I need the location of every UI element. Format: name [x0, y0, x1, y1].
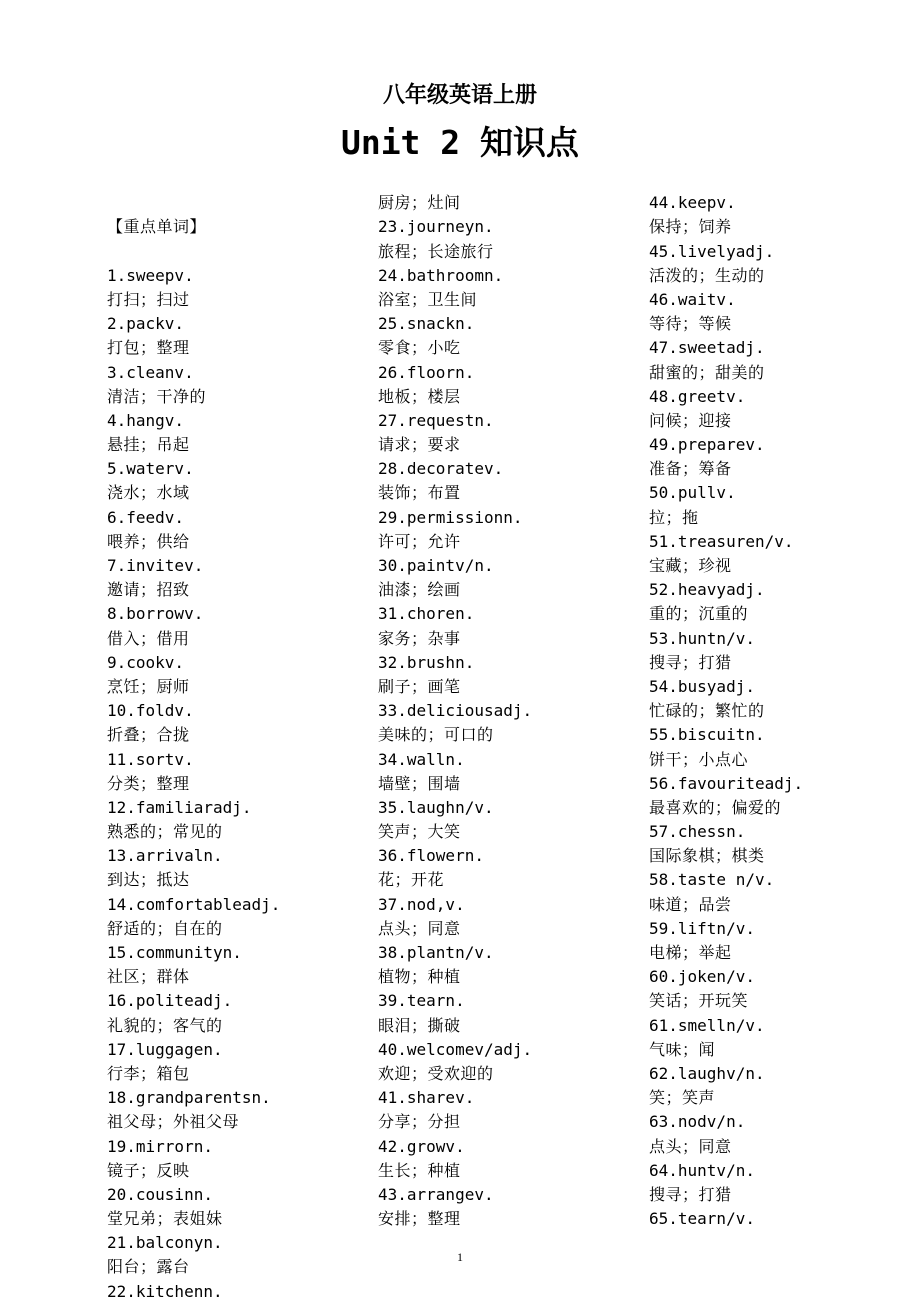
vocab-meaning: 打包；整理 [107, 338, 190, 358]
vocab-word: 47.sweetadj. [649, 338, 765, 358]
vocab-meaning: 重的；沉重的 [649, 604, 749, 624]
vocab-meaning: 折叠；合拢 [107, 725, 190, 745]
vocab-word: 46.waitv. [649, 289, 736, 309]
vocab-meaning: 点头；同意 [378, 918, 461, 938]
vocab-word: 52.heavyadj. [649, 580, 765, 600]
vocab-meaning: 悬挂；吊起 [107, 435, 190, 455]
vocab-meaning: 气味；闻 [649, 1039, 716, 1059]
vocab-word: 9.cookv. [107, 652, 185, 672]
vocab-word: 58.taste n/v. [649, 870, 775, 890]
vocab-meaning: 堂兄弟；表姐妹 [107, 1209, 223, 1229]
vocab-word: 60.joken/v. [649, 967, 755, 987]
vocab-word: 2.packv. [107, 314, 185, 334]
vocab-word: 6.feedv. [107, 507, 185, 527]
vocab-meaning: 浴室；卫生间 [378, 289, 478, 309]
vocab-meaning: 笑话；开玩笑 [649, 991, 749, 1011]
vocab-word: 48.greetv. [649, 386, 746, 406]
vocab-meaning: 电梯；举起 [649, 943, 732, 962]
vocab-meaning: 邀请；招致 [107, 580, 190, 600]
vocab-word: 5.waterv. [107, 459, 194, 479]
vocab-word: 35.laughn/v. [378, 797, 494, 817]
vocab-word: 1.sweepv. [107, 265, 194, 285]
vocab-word: 42.growv. [378, 1136, 465, 1156]
vocab-meaning: 搜寻；打猎 [649, 652, 732, 672]
vocab-word: 40.welcomev/adj. [378, 1039, 533, 1059]
vocab-word: 56.favouriteadj. [649, 773, 804, 793]
vocab-word: 64.huntv/n. [649, 1160, 755, 1180]
vocab-meaning: 油漆；绘画 [378, 580, 461, 600]
document-subtitle: 八年级英语上册 [382, 83, 537, 108]
vocab-meaning: 烹饪；厨师 [107, 676, 190, 696]
vocab-word: 37.nod,v. [378, 894, 465, 914]
vocab-word: 54.busyadj. [649, 676, 755, 696]
vocab-word: 55.biscuitn. [649, 725, 765, 745]
vocab-word: 13.arrivaln. [107, 846, 223, 866]
vocab-meaning: 舒适的；自在的 [107, 918, 223, 938]
vocab-word: 53.huntn/v. [649, 628, 755, 648]
vocab-column-3 [649, 191, 909, 1231]
vocab-meaning: 清洁；干净的 [107, 386, 207, 406]
vocab-meaning: 镜子；反映 [107, 1160, 190, 1180]
vocab-meaning: 生长；种植 [378, 1160, 461, 1180]
vocab-word: 28.decoratev. [378, 459, 504, 479]
vocab-word: 63.nodv/n. [649, 1112, 746, 1132]
vocab-column-1 [107, 167, 357, 1304]
vocab-meaning: 装饰；布置 [378, 483, 461, 503]
vocab-word: 29.permissionn. [378, 507, 523, 527]
vocab-meaning: 甜蜜的；甜美的 [649, 362, 765, 382]
vocab-meaning: 保持；饲养 [649, 217, 732, 237]
vocab-word: 24.bathroomn. [378, 265, 504, 285]
vocab-word: 22.kitchenn. [107, 1281, 223, 1301]
vocab-meaning: 拉；拖 [649, 507, 699, 527]
vocab-word: 38.plantn/v. [378, 943, 494, 962]
vocab-meaning: 家务；杂事 [378, 628, 461, 648]
vocab-meaning: 浇水；水域 [107, 483, 190, 503]
vocab-word: 39.tearn. [378, 991, 465, 1011]
vocab-meaning: 祖父母；外祖父母 [107, 1112, 240, 1132]
vocab-word: 41.sharev. [378, 1088, 475, 1108]
vocab-meaning: 问候；迎接 [649, 410, 732, 430]
vocab-word: 65.tearn/v. [649, 1209, 755, 1229]
vocab-word: 16.politeadj. [107, 991, 233, 1011]
vocab-meaning: 国际象棋；棋类 [649, 846, 765, 866]
vocab-word: 34.walln. [378, 749, 465, 769]
vocab-meaning: 欢迎；受欢迎的 [378, 1063, 494, 1083]
vocab-word: 51.treasuren/v. [649, 531, 794, 551]
vocab-word: 20.cousinn. [107, 1184, 213, 1204]
vocab-word: 10.foldv. [107, 701, 194, 721]
vocab-meaning: 搜寻；打猎 [649, 1184, 732, 1204]
vocab-word: 26.floorn. [378, 362, 475, 382]
vocab-word: 43.arrangev. [378, 1184, 494, 1204]
vocab-word: 33.deliciousadj. [378, 701, 533, 721]
page-number: 1 [457, 1250, 463, 1264]
vocab-meaning: 等待；等候 [649, 314, 732, 334]
vocab-meaning: 礼貌的；客气的 [107, 1015, 223, 1035]
vocab-meaning: 行李；箱包 [107, 1063, 190, 1083]
vocab-word: 44.keepv. [649, 193, 736, 213]
vocab-word: 25.snackn. [378, 314, 475, 334]
vocab-meaning: 社区；群体 [107, 967, 190, 987]
vocab-word: 49.preparev. [649, 435, 765, 455]
vocab-meaning: 许可；允许 [378, 531, 461, 551]
vocab-word: 62.laughv/n. [649, 1063, 765, 1083]
vocab-word: 8.borrowv. [107, 604, 204, 624]
vocab-meaning: 分享；分担 [378, 1112, 461, 1132]
vocab-meaning: 味道；品尝 [649, 894, 732, 914]
vocab-column-2 [378, 191, 628, 1231]
vocab-meaning: 最喜欢的；偏爱的 [649, 797, 782, 817]
vocab-word: 4.hangv. [107, 410, 185, 430]
vocab-meaning: 阳台；露台 [107, 1257, 190, 1277]
vocab-meaning: 地板；楼层 [378, 386, 461, 406]
vocab-meaning: 眼泪；撕破 [378, 1015, 461, 1035]
vocab-word: 59.liftn/v. [649, 918, 755, 938]
vocab-meaning: 刷子；画笔 [378, 676, 461, 696]
vocab-word: 31.choren. [378, 604, 475, 624]
vocab-word: 7.invitev. [107, 556, 204, 576]
document-title: Unit 2 知识点 [340, 123, 580, 162]
vocab-word: 61.smelln/v. [649, 1015, 765, 1035]
vocab-word: 15.communityn. [107, 943, 242, 963]
vocab-meaning: 点头；同意 [649, 1136, 732, 1156]
vocab-meaning: 零食；小吃 [378, 338, 461, 358]
vocab-word: 57.chessn. [649, 822, 746, 842]
vocab-meaning: 打扫；扫过 [107, 289, 190, 309]
vocab-word: 27.requestn. [378, 410, 494, 430]
vocab-word: 11.sortv. [107, 749, 194, 769]
vocab-word: 21.balconyn. [107, 1233, 223, 1253]
vocab-meaning: 到达；抵达 [107, 870, 190, 890]
vocab-meaning: 旅程；长途旅行 [378, 241, 494, 261]
vocab-meaning: 饼干；小点心 [649, 749, 749, 769]
vocab-meaning: 忙碌的；繁忙的 [649, 701, 765, 721]
vocab-meaning: 喂养；供给 [107, 531, 190, 551]
vocab-meaning: 厨房；灶间 [378, 193, 461, 213]
section-label: 【重点单词】 [107, 217, 207, 237]
vocab-meaning: 墙壁；围墙 [378, 773, 461, 793]
vocab-meaning: 借入；借用 [107, 628, 190, 648]
vocab-word: 12.familiaradj. [107, 797, 252, 817]
vocab-meaning: 宝藏；珍视 [649, 556, 732, 575]
vocab-word: 18.grandparentsn. [107, 1088, 271, 1108]
vocab-meaning: 准备；筹备 [649, 459, 732, 479]
vocab-meaning: 美味的；可口的 [378, 725, 494, 745]
vocab-word: 45.livelyadj. [649, 241, 775, 261]
vocab-word: 36.flowern. [378, 846, 484, 866]
vocab-word: 30.paintv/n. [378, 556, 494, 575]
vocab-meaning: 熟悉的；常见的 [107, 822, 223, 842]
vocab-meaning: 分类；整理 [107, 773, 190, 793]
vocab-meaning: 活泼的；生动的 [649, 265, 765, 285]
vocab-meaning: 请求；要求 [378, 435, 461, 455]
vocab-word: 50.pullv. [649, 483, 736, 503]
vocab-meaning: 安排；整理 [378, 1209, 461, 1229]
vocab-word: 17.luggagen. [107, 1039, 223, 1059]
vocab-word: 32.brushn. [378, 652, 475, 672]
vocab-word: 3.cleanv. [107, 362, 194, 382]
vocab-word: 23.journeyn. [378, 217, 494, 237]
vocab-word: 14.comfortableadj. [107, 894, 281, 914]
vocab-meaning: 笑声；大笑 [378, 822, 461, 842]
vocab-word: 19.mirrorn. [107, 1136, 213, 1156]
vocab-meaning: 植物；种植 [378, 967, 461, 987]
vocab-meaning: 花；开花 [378, 870, 445, 890]
vocab-meaning: 笑；笑声 [649, 1088, 716, 1108]
